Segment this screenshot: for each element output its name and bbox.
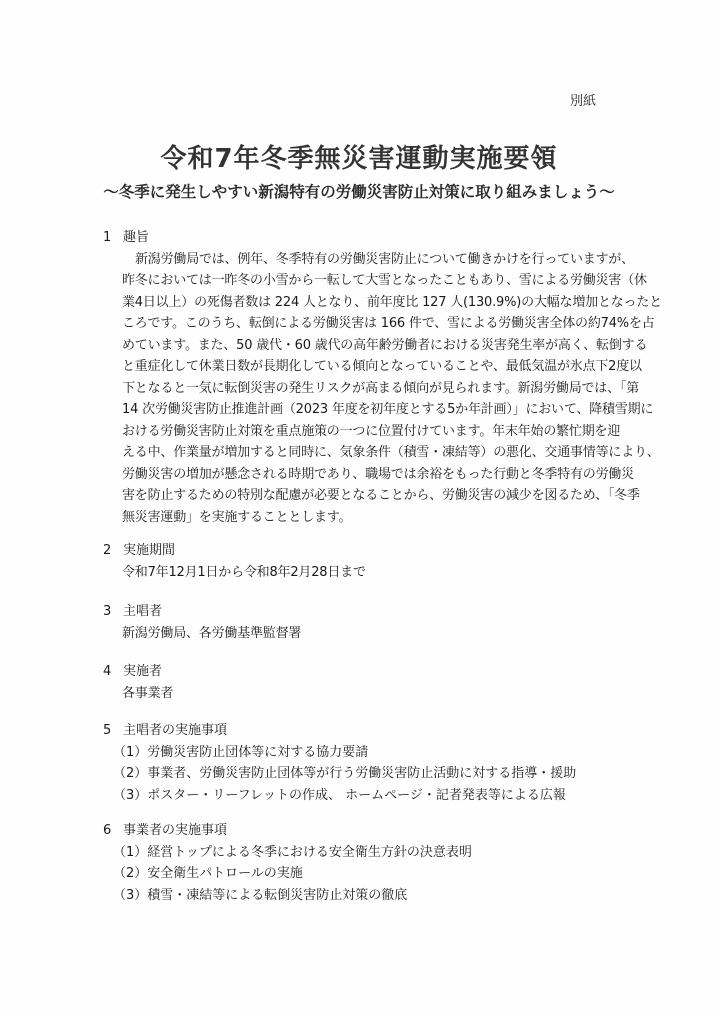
section-number: 1 [103,230,112,245]
section-body [122,562,623,584]
implementer-text: 各事業者 [122,685,174,701]
section-number: 3 [103,604,112,619]
document-title: 令和7年冬季無災害運動実施要領 [160,144,558,174]
list-item: （2）事業者、労働災害防止団体等が行う労働災害防止活動に対する指導・援助 [113,766,577,781]
paragraph-line: える中、作業量が増加すると同時に、気象条件（積雪・凍結等）の悪化、交通事情等により、 [122,445,660,460]
section-implementer [103,661,623,704]
list-item: （3）ポスター・リーフレットの作成、 ホームページ・記者発表等による広報 [113,787,566,803]
section-title: 趣旨 [123,230,150,245]
section-title: 主唱者 [123,604,163,619]
paragraph-line: ころです。このうち、転倒による労働災害は 166 件で、雪による労働災害全体の約74%を占 [122,316,655,331]
section-number: 6 [103,823,112,838]
paragraph-line: 新潟労働局では、例年、冬季特有の労働災害防止について働きかけを行っていますが、 [135,251,634,267]
section-number: 4 [103,664,112,679]
paragraph-line: 昨冬においては一昨冬の小雪から一転して大雪となったこともあり、雪による労働災害（休 [122,273,647,288]
section-employer-actions [103,820,623,906]
paragraph-line: 無災害運動」を実施することとします。 [122,509,352,525]
period-text: 令和7年12月1日から令和8年2月28日まで [122,564,366,580]
section-heading [103,540,623,562]
list-item: （1）労働災害防止団体等に対する協力要請 [113,744,369,760]
section-title: 事業者の実施事項 [123,823,228,838]
section-title: 実施期間 [123,543,176,558]
section-body [122,683,623,705]
list-item: （1）経営トップによる冬季における安全衛生方針の決意表明 [113,844,472,860]
section-heading [103,601,623,623]
section-sponsor [103,601,623,644]
paragraph-line: 労働災害の増加が懸念される時期であり、職場では余裕をもった行動と冬季特有の労働災 [122,466,635,482]
attachment-label: 別紙 [569,94,596,109]
section-body [122,623,623,645]
paragraph-line: と重症化して休業日数が長期化している傾向となっていることや、最低気温が氷点下2度以 [122,359,642,374]
section-heading [103,820,623,842]
section-heading [103,720,623,742]
section-heading [103,661,623,683]
section-heading [103,227,623,249]
paragraph-line: めています。また、50 歳代・60 歳代の高年齢労働者における災害発生率が高く、転倒する [122,337,648,353]
document-subtitle: ～冬季に発生しやすい新潟特有の労働災害防止対策に取り組みましょう～ [103,183,615,201]
section-number: 5 [103,723,112,738]
section-sponsor-actions [103,720,623,806]
sponsor-text: 新潟労働局、各労働基準監督署 [122,625,302,641]
section-title: 実施者 [123,664,163,679]
paragraph-line: 14 次労働災害防止推進計画（2023 年度を初年度とする5か年計画）」において、降積雪期に [122,402,654,417]
section-body [122,249,662,529]
list-item: （2）安全衛生パトロールの実施 [113,866,303,881]
paragraph-line: 害を防止するための特別な配慮が必要となることから、労働災害の減少を図るため、「冬季 [122,488,640,503]
section-number: 2 [103,543,112,558]
section-period [103,540,623,583]
paragraph-line: おける労働災害防止対策を重点施策の一つに位置付けています。年末年始の繁忙期を迎 [122,423,621,439]
paragraph-line: 業4日以上）の死傷者数は 224 人となり、前年度比 127 人(130.9%)の大幅な増加となったと [122,294,662,310]
section-title: 主唱者の実施事項 [123,723,228,738]
paragraph-line: 下となると一気に転倒災害の発生リスクが高まる傾向が見られます。新潟労働局では、「第 [122,380,640,396]
section-purpose [103,227,662,528]
list-item: （3）積雪・凍結等による転倒災害防止対策の徹底 [113,887,408,903]
